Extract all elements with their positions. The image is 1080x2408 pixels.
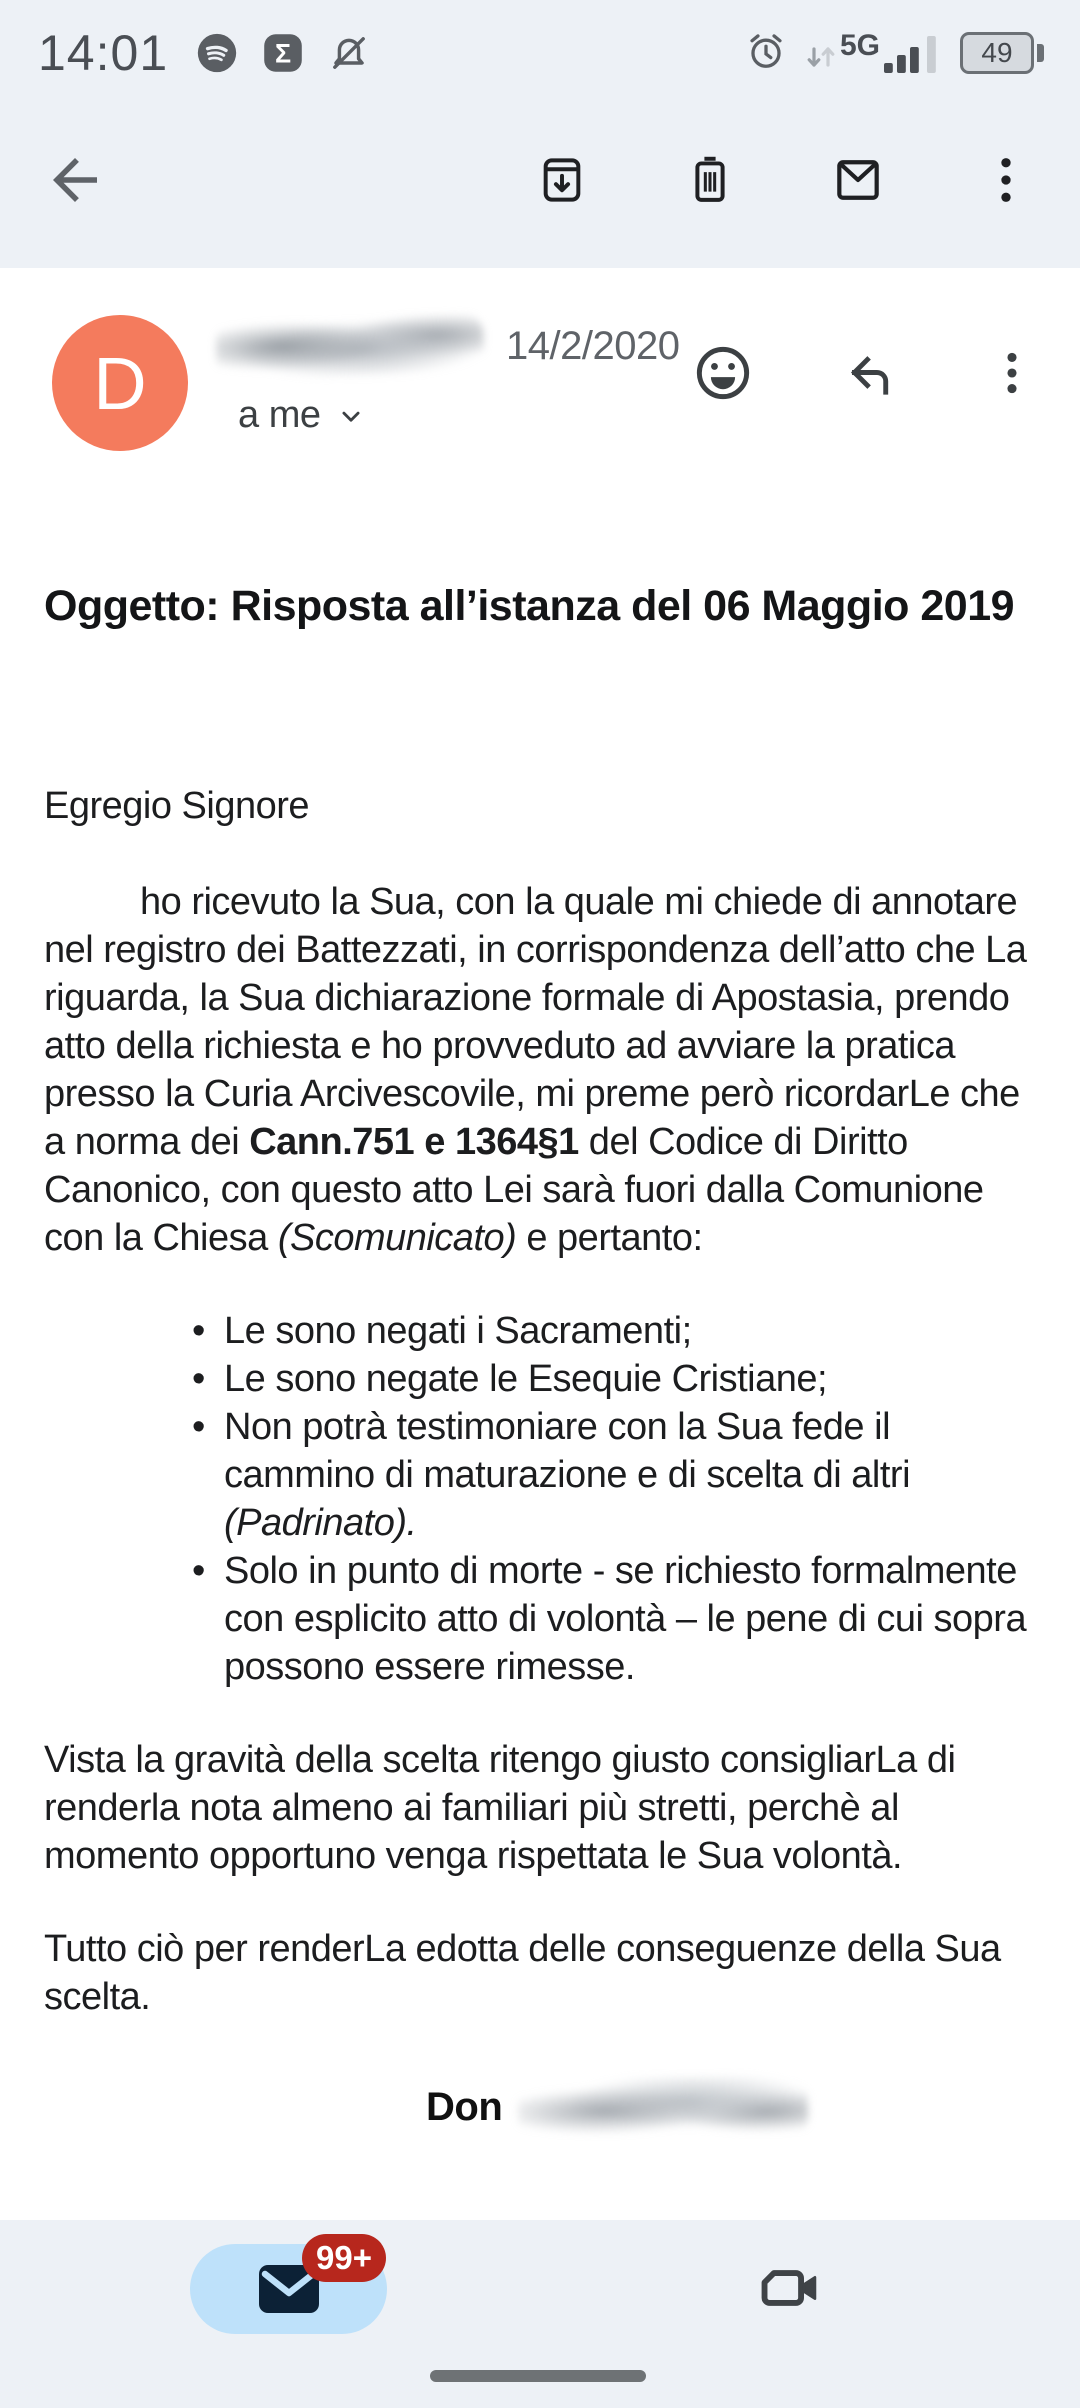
list-item: • Le sono negati i Sacramenti; [192,1307,1036,1355]
mail-icon [830,152,886,208]
spotify-icon [194,30,240,76]
consequences-list [44,1307,1036,1691]
redacted-sender-name [215,313,485,380]
more-vert-icon [978,152,1034,208]
mobile-network-indicator [804,29,944,77]
battery-percent: 49 [981,37,1013,68]
data-arrows-icon [804,33,838,77]
back-button[interactable] [42,147,108,213]
signature-title: Don [426,2084,503,2129]
back-arrow-icon [42,147,108,213]
reply-icon [840,342,902,404]
archive-button[interactable] [534,152,590,208]
avatar-initial: D [93,341,147,425]
bottom-navigation-bar [0,2220,1080,2408]
delete-button[interactable] [682,152,738,208]
notification-icons [194,30,372,76]
paragraph-closing: Tutto ciò per renderLa edotta delle conseguenze della Sua scelta. [44,1928,1001,2018]
status-bar [0,0,1080,92]
email-subject: Oggetto: Risposta all’istanza del 06 Maggio 2019 [44,582,1015,630]
italic-padrinato: (Padrinato). [224,1502,417,1544]
archive-icon [534,152,590,208]
email-content [0,268,1080,2220]
sender-avatar[interactable] [52,315,188,451]
salutation: Egregio Signore [44,785,310,827]
svg-text:Σ: Σ [275,38,292,69]
more-vert-icon [986,347,1038,399]
email-header [0,268,1080,480]
system-status-icons [744,29,1044,78]
signature [44,2077,1036,2137]
reply-button[interactable] [840,342,902,404]
recipient-expander[interactable]: a me [238,394,368,437]
toolbar [0,92,1080,268]
emoji-reaction-button[interactable] [690,340,756,406]
list-item: • Non potrà testimoniare con la Sua fede il cammino di maturazione e di scelta di altri (Padrinato). [192,1403,1036,1547]
video-call-button[interactable] [752,2256,824,2323]
italic-scomunicato: (Scomunicato) [277,1217,517,1259]
sigma-app-icon [260,30,306,76]
gesture-navigation-handle[interactable] [430,2370,646,2382]
header-actions [690,340,1038,406]
list-item: • Le sono negate le Esequie Cristiane; [192,1355,1036,1403]
unread-count-badge: 99+ [302,2234,386,2282]
battery-indicator [960,32,1044,74]
top-chrome [0,0,1080,268]
paragraph-main: ho ricevuto la Sua, con la quale mi chiede di annotare nel registro dei Battezzati, in corrispondenza dell’atto che La riguarda, la Sua dichiarazione formale di Apostasia, prendo atto della richiesta e ho provveduto ad avviare la pratica presso la Curia Arcivescovile, mi preme però ricordarLe che a norma dei Cann.751 e 1364§1 del Codice di Diritto Canonico, con questo atto Lei sarà fuori dalla Comunione con la Chiesa (Scomunicato) e pertanto: [44,881,1027,1259]
trash-icon [682,152,738,208]
clock-time: 14:01 [38,25,169,81]
mark-unread-button[interactable] [830,152,886,208]
header-overflow-button[interactable] [986,347,1038,399]
network-type-label: 5G [839,29,880,62]
email-date: 14/2/2020 [506,324,680,368]
paragraph-advice: Vista la gravità della scelta ritengo giusto consigliarLa di renderla nota almeno ai familiari più stretti, perchè al momento opportuno venga rispettata le Sua volontà. [44,1739,956,1877]
redacted-signature-name [518,2074,809,2139]
bold-canons-reference: Cann.751 e 1364§1 [249,1121,579,1163]
list-item: • Solo in punto di morte - se richiesto formalmente con esplicito atto di volontà – le pene di cui sopra possono essere rimesse. [192,1547,1036,1691]
signal-bars-icon [882,29,944,77]
smiley-icon [690,340,756,406]
toolbar-overflow-button[interactable] [978,152,1034,208]
chevron-down-icon [334,399,368,433]
videocam-icon [752,2256,824,2320]
notifications-off-icon [326,30,372,76]
alarm-icon [744,29,788,78]
